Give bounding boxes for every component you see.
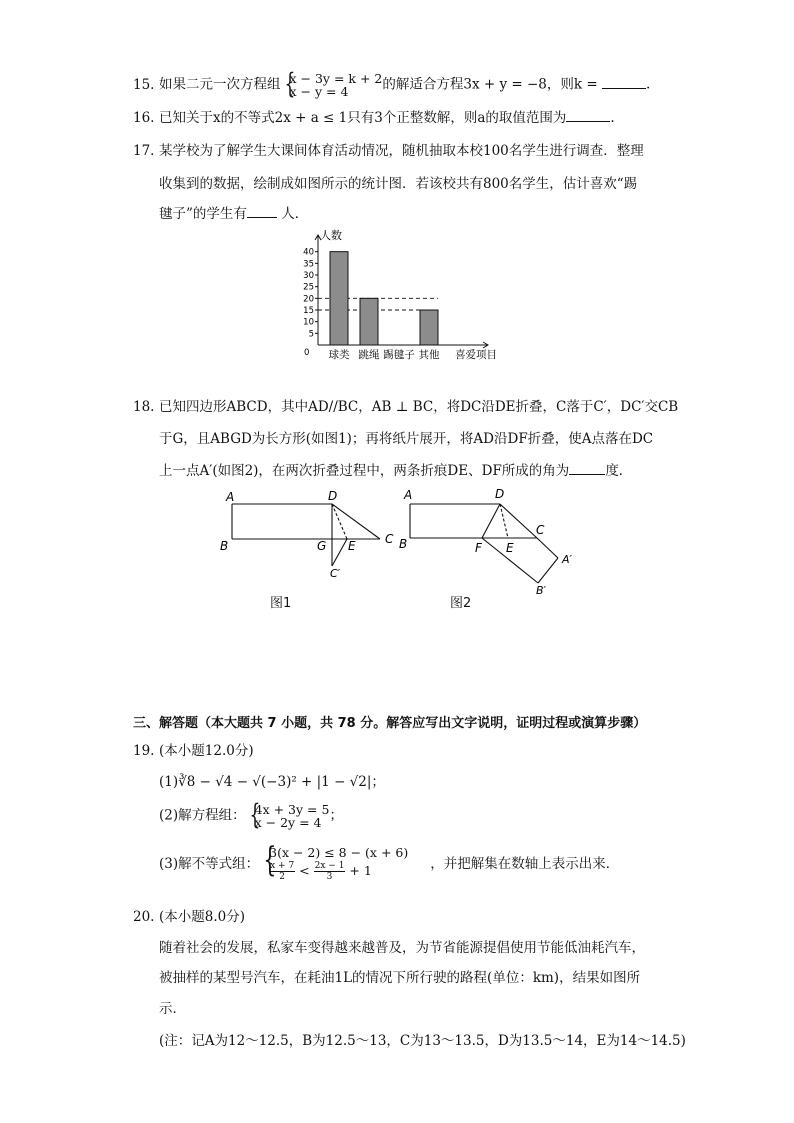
question-20-line1: 随着社会的发展，私家车变得越来越普及，为节省能源提倡使用节能低油耗汽车， <box>159 940 645 956</box>
category-label: 球类 <box>328 349 350 361</box>
label-B-prime: B′ <box>536 584 547 597</box>
text: 毽子”的学生有 <box>159 206 247 222</box>
text: + 1 <box>345 863 372 878</box>
bar <box>360 298 378 345</box>
text: 上一点A′(如图2)，在两次折叠过程中，两条折痕DE、DF所成的角为 <box>159 463 570 479</box>
figure-1 <box>222 488 412 578</box>
question-text-line1: 已知四边形ABCD，其中AD//BC，AB ⊥ BC，将DC沿DE折叠，C落于C′，DC′交CB <box>159 399 679 415</box>
text: < <box>295 863 314 878</box>
text: 度． <box>605 463 633 479</box>
answer-blank[interactable] <box>247 205 277 218</box>
bar <box>420 310 438 345</box>
segment-DC <box>500 504 537 538</box>
question-18-line3 <box>159 462 632 480</box>
numerator: x + 7 <box>270 861 295 871</box>
question-number: 16. <box>133 110 155 126</box>
label-G: G <box>317 539 327 553</box>
y-tick-label: 40 <box>303 247 314 258</box>
question-number: 19. <box>133 743 155 759</box>
denominator: 2 <box>279 872 286 882</box>
question-18 <box>133 398 678 416</box>
question-19-part3 <box>159 840 620 882</box>
question-number: 15. <box>133 76 155 93</box>
question-text-mid: 的解适合方程3x + y = −8，则k = <box>382 76 602 93</box>
label-D: D <box>495 487 505 501</box>
y-tick-label: 15 <box>303 306 314 316</box>
numerator: 2x − 1 <box>314 861 345 871</box>
label-F: F <box>475 541 482 555</box>
segment-DC <box>332 504 380 539</box>
question-number: 17. <box>133 143 155 159</box>
figure-2-caption: 图2 <box>450 596 472 611</box>
category-label: 跳绳 <box>358 349 380 361</box>
answer-blank[interactable] <box>602 76 646 89</box>
crease-DE <box>500 504 508 538</box>
question-19-part1: (1)∛8 − √4 − √(−3)² + |1 − √2|； <box>159 774 385 790</box>
label-A: A <box>404 488 413 502</box>
text: ； <box>329 807 343 824</box>
text: ，并把解集在数轴上表示出来． <box>430 856 620 872</box>
text: (2)解方程组： <box>159 807 246 824</box>
label-C: C <box>385 532 394 546</box>
question-17-line3 <box>159 205 308 223</box>
question-number: 20. <box>133 909 155 925</box>
question-17-line2: 收集到的数据，绘制成如图所示的统计图．若该校共有800名学生，估计喜欢“踢 <box>159 176 638 192</box>
equation-1: x − 3y = k + 2 <box>289 71 383 86</box>
bar-chart <box>290 225 510 360</box>
label-E: E <box>348 539 356 553</box>
question-20-line3: 示． <box>159 1001 186 1017</box>
period: . <box>645 76 651 93</box>
equation-2: x − y = 4 <box>289 84 349 99</box>
text: (3)解不等式组： <box>159 856 260 872</box>
label-A: A <box>226 490 235 504</box>
label-D: D <box>328 489 338 503</box>
answer-blank[interactable] <box>566 109 610 122</box>
score-note: (本小题12.0分) <box>159 743 254 759</box>
score-note: (本小题8.0分) <box>159 909 246 925</box>
question-16 <box>133 109 615 127</box>
y-tick-label: 5 <box>308 329 314 340</box>
y-tick-label: 25 <box>303 282 314 293</box>
question-20 <box>133 908 245 926</box>
period: . <box>610 110 615 126</box>
y-axis-label: 人数 <box>320 229 342 242</box>
question-text: 如果二元一次方程组 <box>159 76 281 93</box>
label-E: E <box>506 541 514 555</box>
equation-2: x − 2y = 4 <box>254 815 322 830</box>
question-17 <box>133 142 644 160</box>
answer-blank[interactable] <box>569 462 605 475</box>
category-label: 其他 <box>418 349 440 361</box>
question-number: 18. <box>133 399 155 415</box>
equation-1: 4x + 3y = 5 <box>254 802 330 817</box>
question-19-part2 <box>159 798 343 831</box>
segment-C1E <box>332 539 347 566</box>
y-tick-label: 0 <box>304 348 310 358</box>
inequality-2 <box>269 861 408 882</box>
question-text: 已知关于x的不等式2x + a ≤ 1只有3个正整数解，则a的取值范围为 <box>159 110 567 126</box>
category-label: 踢毽子 <box>383 349 415 361</box>
equation-system: { x − 3y = k + 2 x − y = 4 <box>284 67 383 100</box>
y-tick-label: 35 <box>303 259 314 270</box>
y-tick-label: 30 <box>303 271 314 281</box>
question-20-line4: (注：记A为12～12.5，B为12.5～13，C为13～13.5，D为13.5～14，E为14～14.5) <box>159 1033 686 1049</box>
question-15 <box>133 67 651 100</box>
crease-DF <box>482 504 500 538</box>
label-B: B <box>399 537 408 551</box>
segment-B1A1 <box>538 558 558 583</box>
question-18-line2: 于G，且ABGD为长方形(如图1)；再将纸片展开，将AD沿DF折叠，使A点落在DC <box>159 431 654 447</box>
denominator: 3 <box>326 872 333 882</box>
section-heading: 三、解答题（本大题共 7 小题，共 78 分。解答应写出文字说明，证明过程或演算步骤） <box>133 716 647 731</box>
label-C-prime: C′ <box>330 567 341 580</box>
y-tick-label: 20 <box>303 294 314 305</box>
label-C: C <box>536 523 545 537</box>
equation-system: { 4x + 3y = 5 x − 2y = 4 <box>249 798 330 831</box>
y-tick-label: 10 <box>303 317 314 328</box>
inequality-system: { 3(x − 2) ≤ 8 − (x + 6) $\frac{x + 7}{2}$ < $\frac{2x - 1}{3}$ + 1 <box>263 840 409 882</box>
figure-1-caption: 图1 <box>270 596 292 611</box>
segment-CA1 <box>537 538 558 558</box>
text: 人． <box>276 206 309 222</box>
question-20-line2: 被抽样的某型号汽车，在耗油1L的情况下所行驶的路程(单位：km)，结果如图所 <box>159 970 641 986</box>
figure-2 <box>400 486 590 596</box>
question-19 <box>133 742 254 760</box>
label-A-prime: A′ <box>562 553 573 566</box>
x-axis-label: 喜爱项目 <box>455 349 497 361</box>
question-text-line1: 某学校为了解学生大课间体育活动情况，随机抽取本校100名学生进行调查．整理 <box>159 143 644 159</box>
label-B: B <box>220 539 229 553</box>
bar <box>330 252 348 345</box>
inequality-1: 3(x − 2) ≤ 8 − (x + 6) <box>269 845 409 860</box>
